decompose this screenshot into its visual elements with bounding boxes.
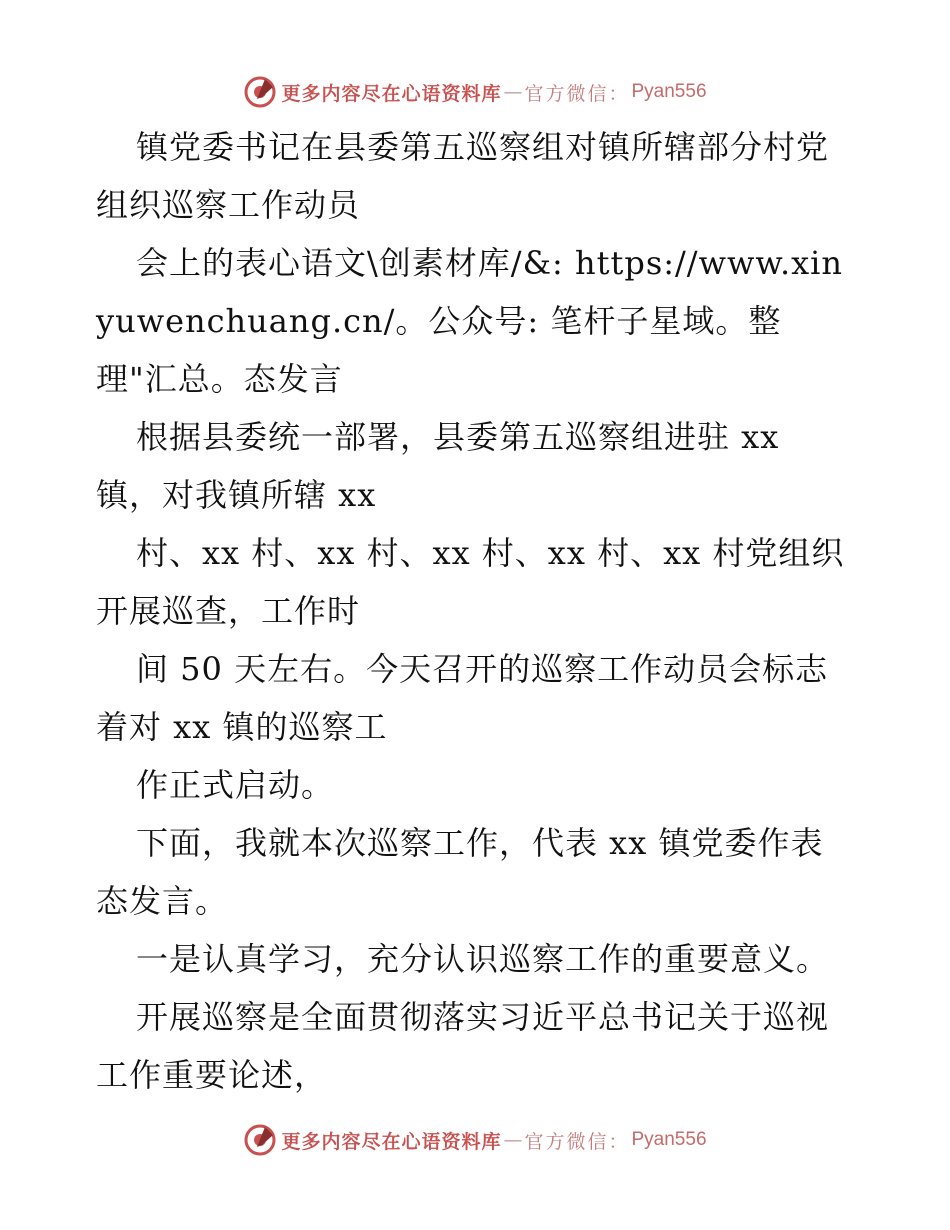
watermark-separator: —	[503, 1129, 523, 1151]
paragraph-text: 村、xx 村、xx 村、xx 村、xx 村、xx 村党组织开展巡查，工作时	[96, 534, 845, 630]
paragraph	[96, 756, 856, 814]
paragraph	[96, 814, 856, 930]
paragraph-text: 开展巡察是全面贯彻落实习近平总书记关于巡视工作重要论述，	[96, 998, 830, 1094]
paragraph-title	[96, 118, 856, 234]
header-watermark	[0, 72, 950, 112]
watermark-brand-text: 更多内容尽在心语资料库	[281, 82, 502, 105]
paragraph	[96, 408, 856, 524]
watermark-wechat-label: 官方微信：	[524, 1130, 630, 1153]
paragraph-text: 作正式启动。	[136, 766, 335, 804]
paragraph-text: 间 50 天左右。今天召开的巡察工作动员会标志着对 xx 镇的巡察工	[96, 650, 829, 746]
watermark-wechat-id: Pyan556	[631, 1129, 707, 1150]
brand-logo-icon	[243, 75, 277, 109]
paragraph	[96, 234, 856, 408]
paragraph	[96, 640, 856, 756]
footer-watermark	[0, 1120, 950, 1160]
watermark-brand-text: 更多内容尽在心语资料库	[281, 1130, 502, 1153]
paragraph-text: 镇党委书记在县委第五巡察组对镇所辖部分村党组织巡察工作动员	[96, 128, 830, 224]
paragraph-text: 下面，我就本次巡察工作，代表 xx 镇党委作表态发言。	[96, 824, 824, 920]
paragraph-text: 一是认真学习，充分认识巡察工作的重要意义。	[136, 940, 830, 978]
watermark-wechat-label: 官方微信：	[524, 82, 630, 105]
document-body	[96, 118, 856, 1104]
paragraph	[96, 988, 856, 1104]
paragraph-text: 会上的表心语文\创素材库/&: https://www.xinyuwenchuang.cn/。公众号: 笔杆子星域。整理"汇总。态发言	[96, 244, 844, 398]
brand-logo-icon	[243, 1123, 277, 1157]
paragraph	[96, 930, 856, 988]
paragraph-text: 根据县委统一部署，县委第五巡察组进驻 xx 镇，对我镇所辖 xx	[96, 418, 780, 514]
watermark-separator: —	[503, 81, 523, 103]
watermark-wechat-id: Pyan556	[631, 81, 707, 102]
paragraph	[96, 524, 856, 640]
